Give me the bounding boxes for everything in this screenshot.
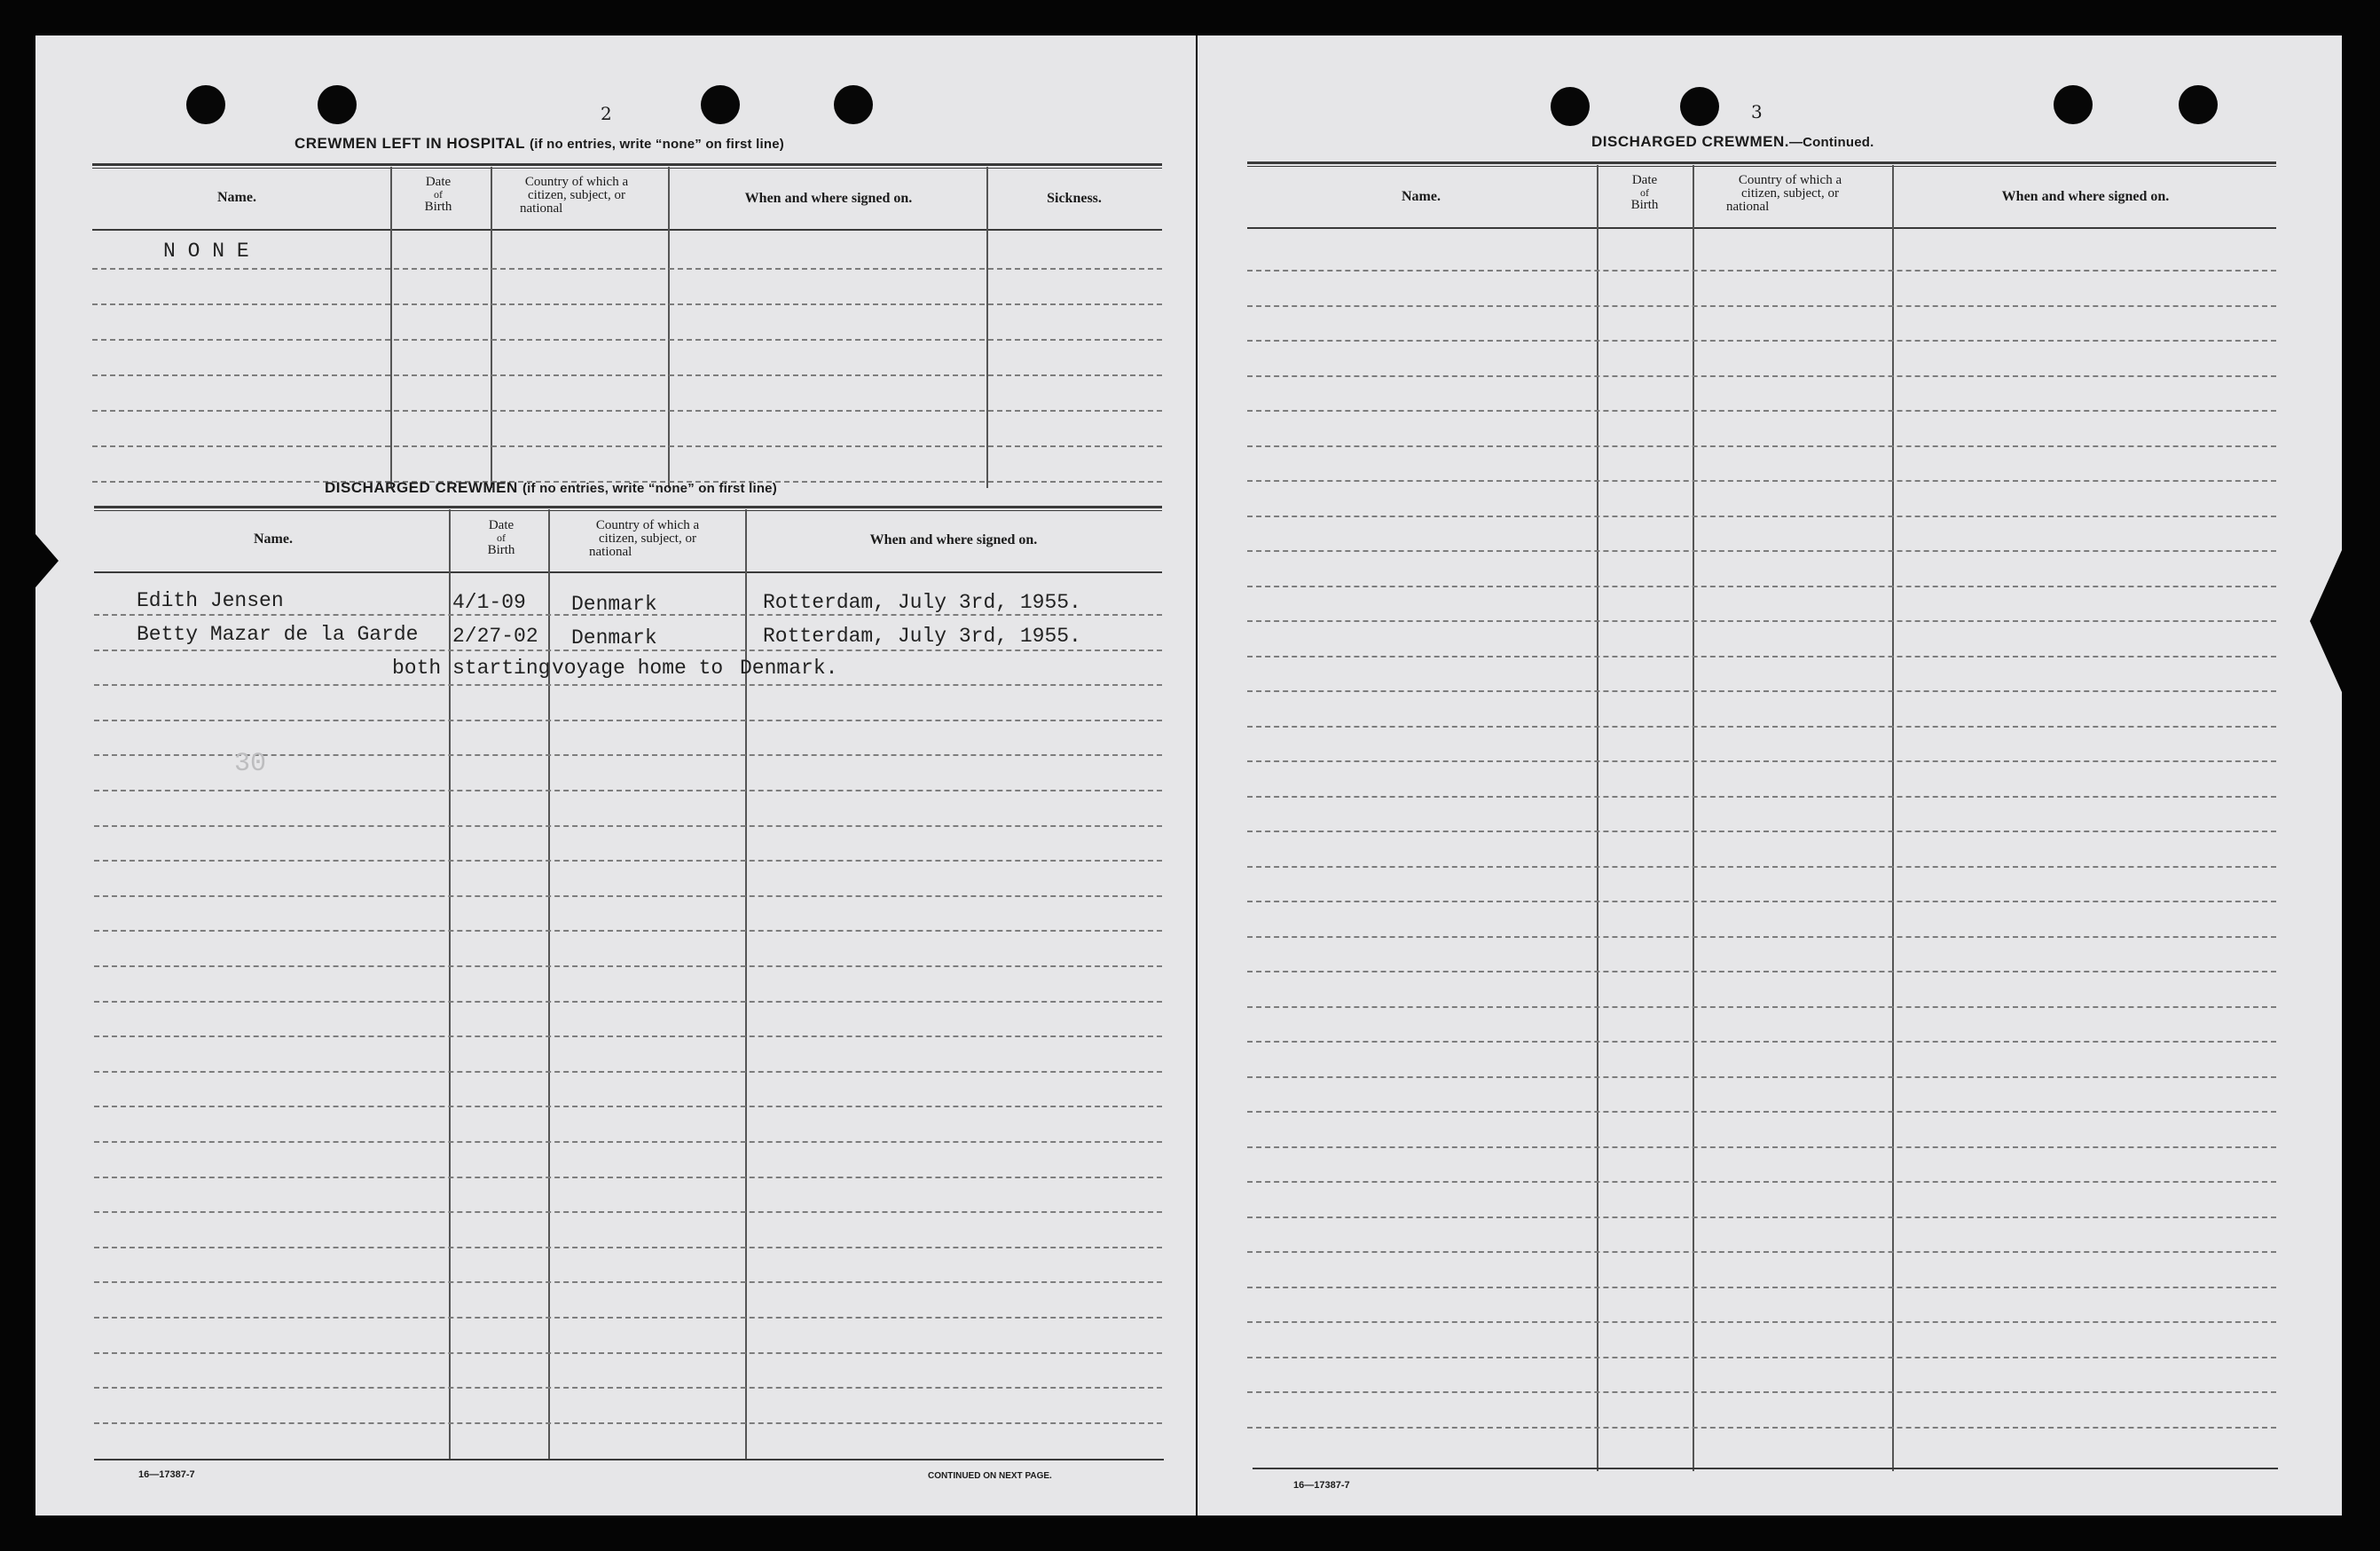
punch-hole [2054,85,2093,124]
entry-line [1247,656,2276,657]
entry-line [1247,936,2276,938]
entry-line [94,1422,1162,1424]
column-divider [1892,165,1894,1471]
entry-line [94,1106,1162,1107]
continued-note: CONTINUED ON NEXT PAGE. [928,1471,1052,1481]
crew-country: Denmark [571,593,657,616]
column-header-name: Name. [254,531,293,547]
entry-line [1247,270,2276,272]
entry-line [1247,796,2276,798]
header-underline [94,571,1162,573]
column-header-country: Country of which a citizen, subject, or national [520,175,629,216]
column-header-sickness: Sickness. [1047,191,1102,206]
bottom-rule [1253,1468,2278,1469]
entry-line [1247,1391,2276,1393]
crew-name: Betty Mazar de la Garde [137,623,419,646]
section-rule [94,510,1162,511]
punch-hole [1680,87,1719,126]
entry-line [1247,480,2276,482]
entry-line [94,1071,1162,1073]
section-rule [94,506,1162,508]
entry-line [1247,445,2276,447]
entry-line [94,965,1162,967]
form-number: 16—17387-7 [138,1469,195,1480]
discharged-section-title: DISCHARGED CREWMEN (if no entries, write “none” on first line) [325,479,777,496]
header-underline [1247,227,2276,229]
entry-line [94,1281,1162,1283]
entry-line [1247,971,2276,972]
punch-hole [1551,87,1590,126]
punch-hole [318,85,357,124]
entry-line [94,1211,1162,1213]
entry-line [92,374,1162,376]
entry-line [92,303,1162,305]
discharged-continued-title: DISCHARGED CREWMEN.—Continued. [1591,133,1874,150]
column-divider [491,167,492,488]
hospital-entry-none: N O N E [163,240,249,263]
entry-line [1247,1251,2276,1253]
entry-line [94,825,1162,827]
crew-name: Edith Jensen [137,589,284,612]
column-divider [1693,165,1694,1471]
entry-line [1247,1111,2276,1113]
section-rule [1247,161,2276,164]
column-header-signed: When and where signed on. [2001,189,2170,204]
remark-text: both [392,657,442,680]
entry-line [94,1035,1162,1037]
header-underline [92,229,1162,231]
column-divider [1597,165,1598,1471]
crew-dob: 2/27-02 [452,625,538,648]
column-divider [986,167,988,488]
entry-line [1247,375,2276,377]
column-header-dob: Date of Birth [1630,173,1659,212]
crew-signed: Rotterdam, July 3rd, 1955. [763,591,1081,614]
crew-signed: Rotterdam, July 3rd, 1955. [763,625,1081,648]
section-rule [1247,166,2276,167]
entry-line [94,1387,1162,1389]
remark-text: starting [452,657,551,680]
entry-line [94,930,1162,932]
left-page [35,35,1196,1516]
column-header-dob: Date of Birth [487,518,515,557]
entry-line [94,1352,1162,1354]
entry-line [1247,516,2276,517]
form-number: 16—17387-7 [1293,1480,1350,1491]
entry-line [92,339,1162,341]
crew-dob: 4/1-09 [452,591,526,614]
entry-line [94,790,1162,791]
entry-line [1247,1146,2276,1148]
entry-line [1247,1216,2276,1218]
entry-line [1247,410,2276,412]
entry-line [1247,550,2276,552]
page-notch [35,534,59,587]
entry-line [1247,340,2276,342]
crew-country: Denmark [571,626,657,650]
entry-line [94,650,1162,651]
column-header-name: Name. [217,190,256,205]
entry-line [1247,1321,2276,1323]
entry-line [94,1317,1162,1319]
entry-line [92,268,1162,270]
bottom-rule [94,1459,1164,1460]
page-number: 3 [1751,101,1763,122]
section-rule [92,163,1162,166]
entry-line [1247,586,2276,587]
remark-text: voyage home to [552,657,724,680]
page-notch [2310,550,2342,692]
entry-line [1247,1181,2276,1183]
punch-hole [701,85,740,124]
column-header-country: Country of which a citizen, subject, or national [589,518,700,559]
entry-line [94,1177,1162,1178]
entry-line [92,410,1162,412]
entry-line [1247,760,2276,762]
entry-line [1247,1041,2276,1043]
entry-line [1247,1357,2276,1358]
punch-hole [2179,85,2218,124]
column-header-dob: Date of Birth [424,175,452,214]
entry-line [1247,726,2276,728]
entry-line [1247,1006,2276,1008]
entry-line [94,860,1162,862]
punch-hole [186,85,225,124]
column-header-signed: When and where signed on. [869,532,1038,547]
column-header-signed: When and where signed on. [744,191,913,206]
entry-line [1247,831,2276,832]
column-header-country: Country of which a citizen, subject, or national [1726,173,1842,214]
entry-line [1247,1076,2276,1078]
entry-line [1247,305,2276,307]
entry-line [94,1141,1162,1143]
page-number: 2 [601,103,612,124]
entry-line [94,1247,1162,1248]
entry-line [1247,690,2276,692]
hospital-section-title: CREWMEN LEFT IN HOSPITAL (if no entries, write “none” on first line) [295,135,784,152]
entry-line [94,720,1162,721]
entry-line [1247,620,2276,622]
remark-text: Denmark. [740,657,838,680]
faint-stamp-mark: 30 [234,749,267,779]
entry-line [1247,866,2276,868]
column-header-name: Name. [1402,189,1441,204]
punch-hole [834,85,873,124]
entry-line [1247,1287,2276,1288]
entry-line [1247,901,2276,902]
entry-line [1247,1427,2276,1429]
column-divider [668,167,670,488]
section-rule [92,168,1162,169]
entry-line [94,684,1162,686]
entry-line [94,1001,1162,1003]
right-page [1198,35,2342,1516]
column-divider [390,167,392,488]
entry-line [92,445,1162,447]
entry-line [94,895,1162,897]
